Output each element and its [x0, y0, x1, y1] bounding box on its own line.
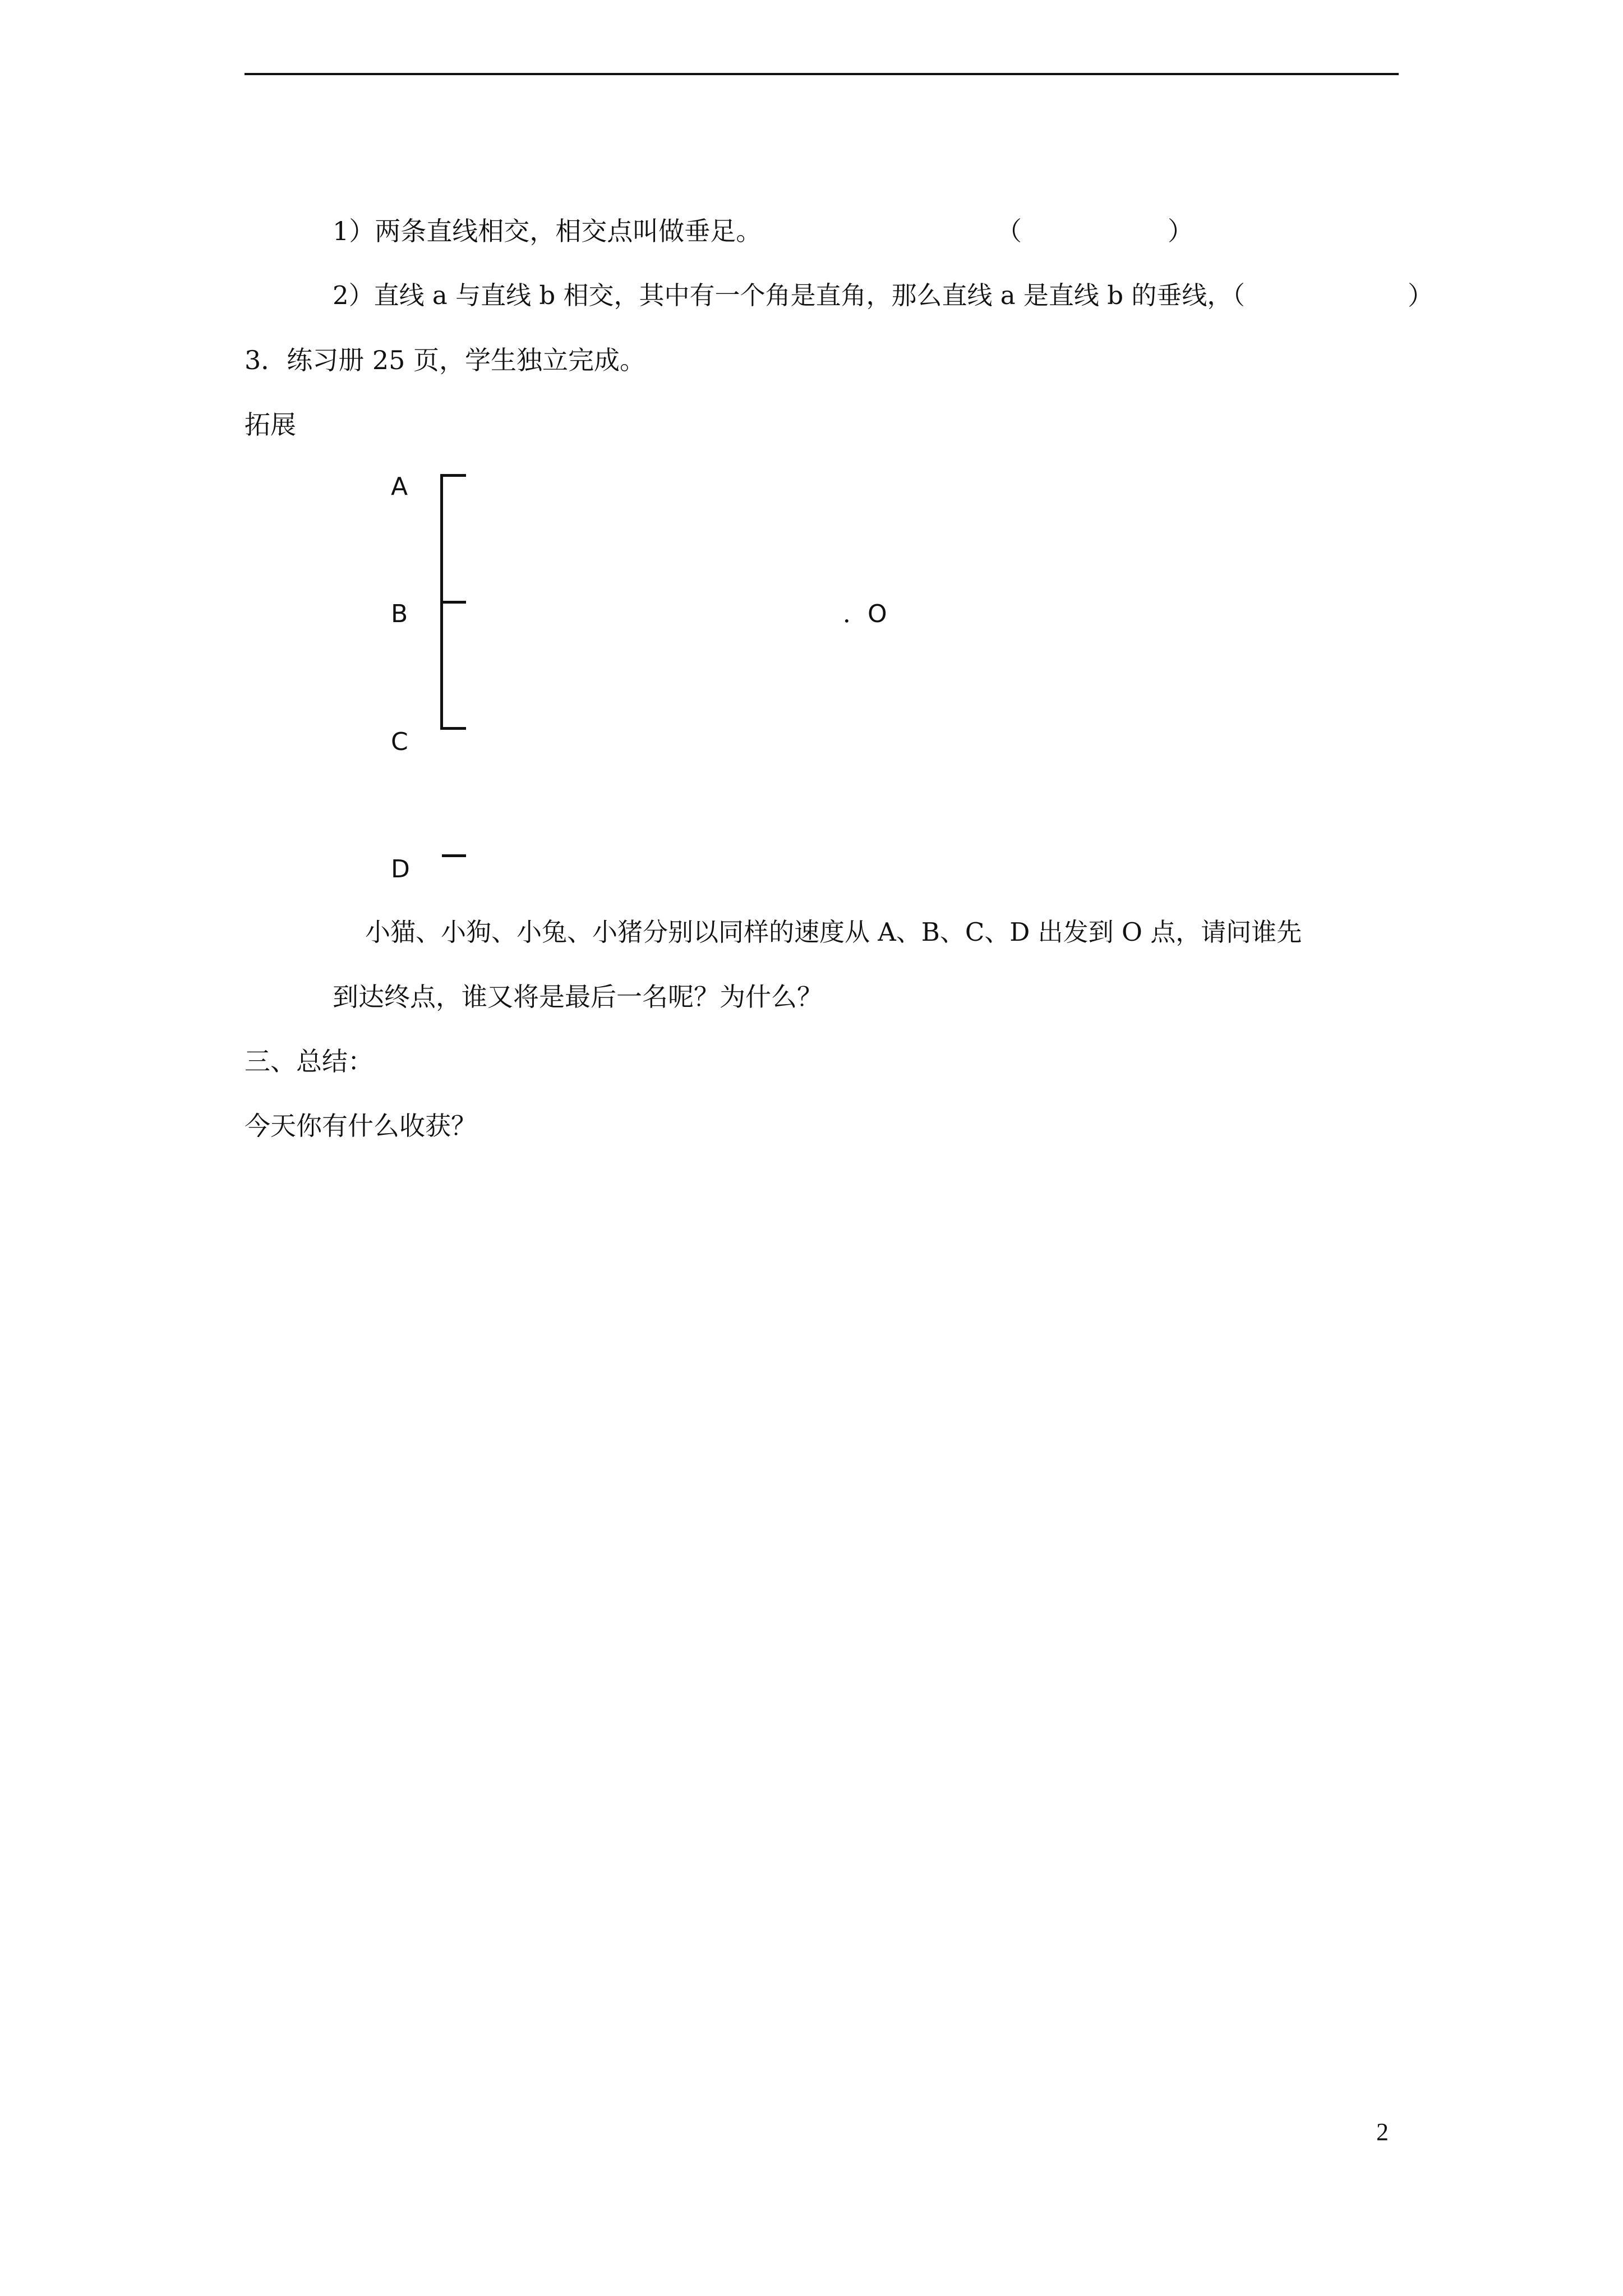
tick-a: [440, 474, 466, 477]
header-rule: [245, 73, 1399, 75]
label-b: B: [391, 600, 408, 628]
summary-question: 今天你有什么收获？: [245, 1111, 477, 1141]
label-c: C: [391, 728, 408, 756]
item-3: 3．练习册 25 页，学生独立完成。: [245, 345, 646, 375]
page-number: 2: [1376, 2118, 1389, 2146]
question-1-text: 1）两条直线相交，相交点叫做垂足。: [333, 216, 762, 246]
problem-line-2: 到达终点，谁又将是最后一名呢？为什么？: [333, 982, 823, 1012]
question-2-text: 2）直线 a 与直线 b 相交，其中有一个角是直角，那么直线 a 是直线 b 的垂线，（: [333, 280, 1245, 310]
extension-heading: 拓展: [245, 409, 296, 440]
label-a: A: [391, 472, 408, 501]
label-d: D: [391, 855, 410, 884]
question-2-paren-close: ）: [1408, 280, 1433, 311]
problem-line-1: 小猫、小狗、小兔、小猪分别以同样的速度从 A、B、C、D 出发到 O 点，请问谁先: [365, 917, 1302, 947]
tick-c: [440, 727, 466, 730]
tick-d: [442, 854, 466, 857]
question-1-paren-close: ）: [1168, 216, 1193, 246]
label-o: ．O: [843, 600, 887, 628]
tick-b: [440, 601, 466, 604]
summary-heading: 三、总结：: [245, 1046, 374, 1076]
question-1-paren-open: （: [996, 216, 1022, 246]
